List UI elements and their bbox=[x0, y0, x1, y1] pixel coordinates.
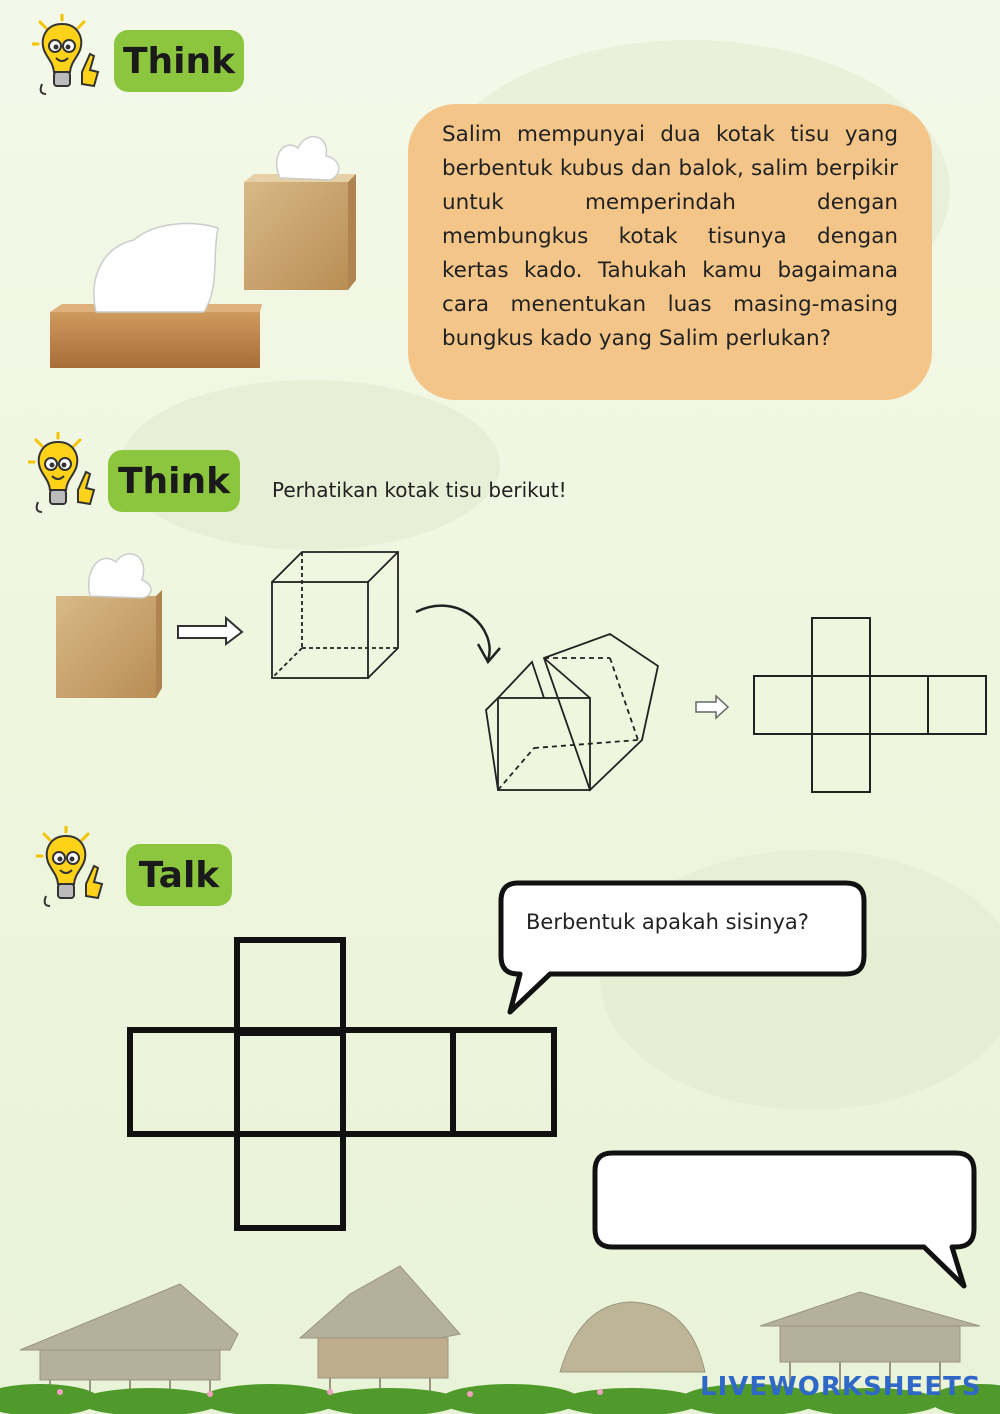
lightbulb-mascot-icon bbox=[32, 14, 112, 104]
liveworksheets-logo: LIVEWORKSHEETS bbox=[700, 1372, 982, 1402]
cube-net-large bbox=[126, 936, 560, 1234]
think-tag: Think bbox=[108, 450, 240, 512]
story-text: Salim mempunyai dua kotak tisu yang berbentuk kubus dan balok, salim berpikir untuk memperindah dengan membungkus kotak tisunya dengan kertas kado. Tahukah kamu bagaimana cara menentukan luas masing-masing bungkus kado yang Salim perlukan? bbox=[408, 104, 932, 400]
curved-arrow-icon bbox=[416, 606, 490, 660]
cube-net-small bbox=[754, 618, 986, 792]
think-tag: Think bbox=[114, 30, 244, 92]
arrow-right-icon bbox=[696, 696, 728, 718]
answer-input[interactable] bbox=[600, 1156, 970, 1244]
tissue-boxes-illustration bbox=[44, 126, 364, 376]
instruction-text: Perhatikan kotak tisu berikut! bbox=[272, 478, 567, 502]
unfolding-cube bbox=[486, 634, 658, 790]
cube-net-diagram bbox=[50, 540, 995, 800]
tissue-cube-illustration bbox=[56, 554, 162, 698]
question-text: Berbentuk apakah sisinya? bbox=[526, 910, 809, 934]
lightbulb-mascot-icon bbox=[28, 432, 108, 522]
arrow-right-icon bbox=[178, 618, 242, 644]
cube-wireframe bbox=[272, 552, 398, 678]
lightbulb-mascot-icon bbox=[36, 826, 116, 916]
talk-tag: Talk bbox=[126, 844, 232, 906]
